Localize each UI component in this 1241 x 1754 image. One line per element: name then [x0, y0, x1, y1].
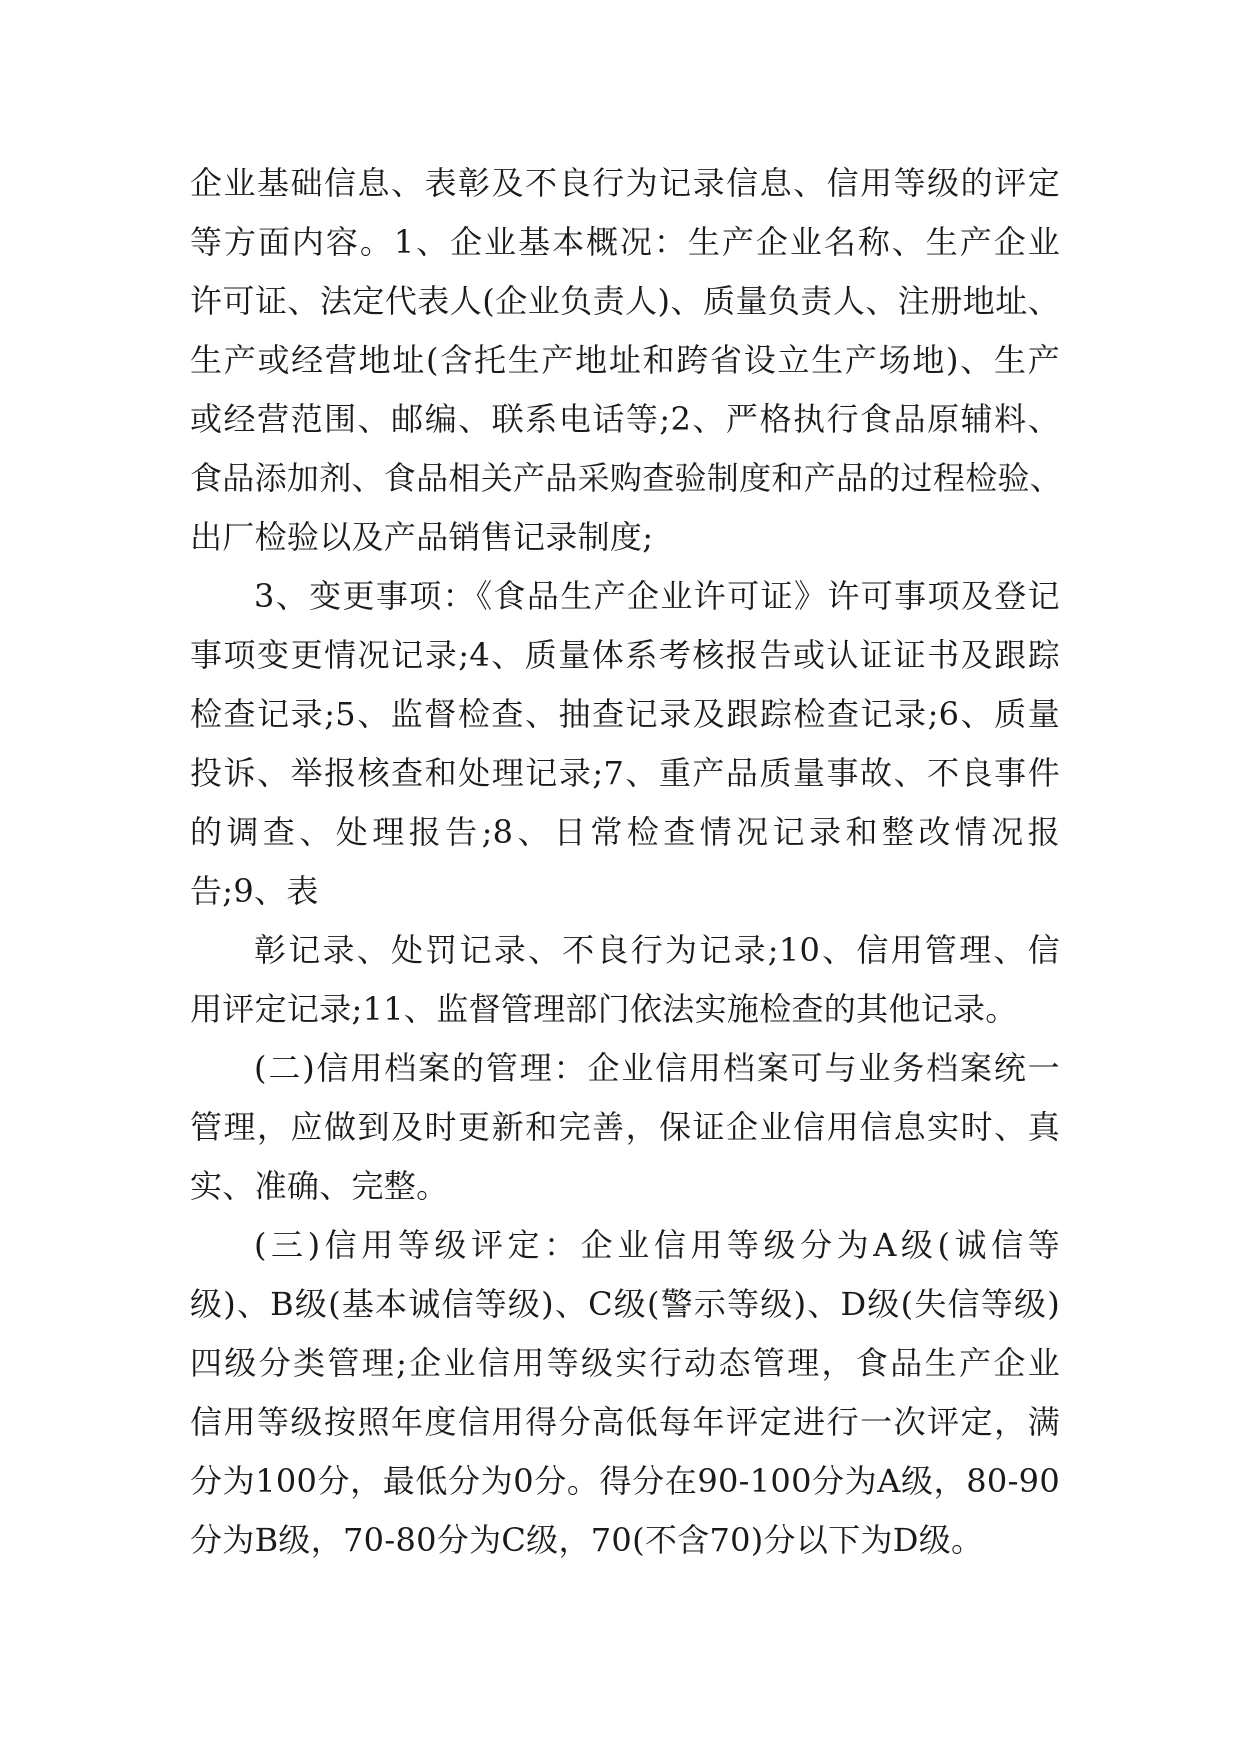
- text-line: 事项变更情况记录;4、质量体系考核报告或认证证书及跟踪: [190, 636, 1060, 674]
- text-line: 用评定记录;11、监督管理部门依法实施检查的其他记录。: [190, 990, 1018, 1028]
- text-line: 许可证、法定代表人(企业负责人)、质量负责人、注册地址、: [190, 282, 1060, 320]
- text-line: 四级分类管理;企业信用等级实行动态管理，食品生产企业: [190, 1344, 1060, 1382]
- text-line: 生产或经营地址(含托生产地址和跨省设立生产场地)、生产: [190, 341, 1060, 379]
- text-line: 投诉、举报核查和处理记录;7、重产品质量事故、不良事件: [190, 754, 1060, 792]
- text-line: 分为100分，最低分为0分。得分在90-100分为A级，80-90: [190, 1462, 1060, 1500]
- text-line: (三)信用等级评定：企业信用等级分为A级(诚信等: [254, 1226, 1060, 1264]
- text-line: 彰记录、处罚记录、不良行为记录;10、信用管理、信: [254, 931, 1060, 969]
- text-line: 食品添加剂、食品相关产品采购查验制度和产品的过程检验、: [190, 459, 1063, 497]
- text-line: 3、变更事项：《食品生产企业许可证》许可事项及登记: [254, 577, 1060, 615]
- text-line: 企业基础信息、表彰及不良行为记录信息、信用等级的评定: [190, 164, 1060, 202]
- text-line: 检查记录;5、监督检查、抽查记录及跟踪检查记录;6、质量: [190, 695, 1060, 733]
- text-line: 分为B级，70-80分为C级，70(不含70)分以下为D级。: [190, 1521, 984, 1559]
- text-line: 管理，应做到及时更新和完善，保证企业信用信息实时、真: [190, 1108, 1060, 1146]
- text-line: 或经营范围、邮编、联系电话等;2、严格执行食品原辅料、: [190, 400, 1060, 438]
- document-body: [190, 154, 1063, 1570]
- text-line: 级)、B级(基本诚信等级)、C级(警示等级)、D级(失信等级): [190, 1285, 1060, 1323]
- text-line: 等方面内容。1、企业基本概况：生产企业名称、生产企业: [190, 223, 1060, 261]
- text-line: 实、准确、完整。: [190, 1167, 449, 1205]
- text-line: 信用等级按照年度信用得分高低每年评定进行一次评定，满: [190, 1403, 1060, 1441]
- text-line: 的调查、处理报告;8、日常检查情况记录和整改情况报: [190, 813, 1060, 851]
- text-line: 告;9、表: [190, 872, 319, 910]
- text-line: 出厂检验以及产品销售记录制度;: [190, 518, 654, 556]
- text-line: (二)信用档案的管理：企业信用档案可与业务档案统一: [254, 1049, 1060, 1087]
